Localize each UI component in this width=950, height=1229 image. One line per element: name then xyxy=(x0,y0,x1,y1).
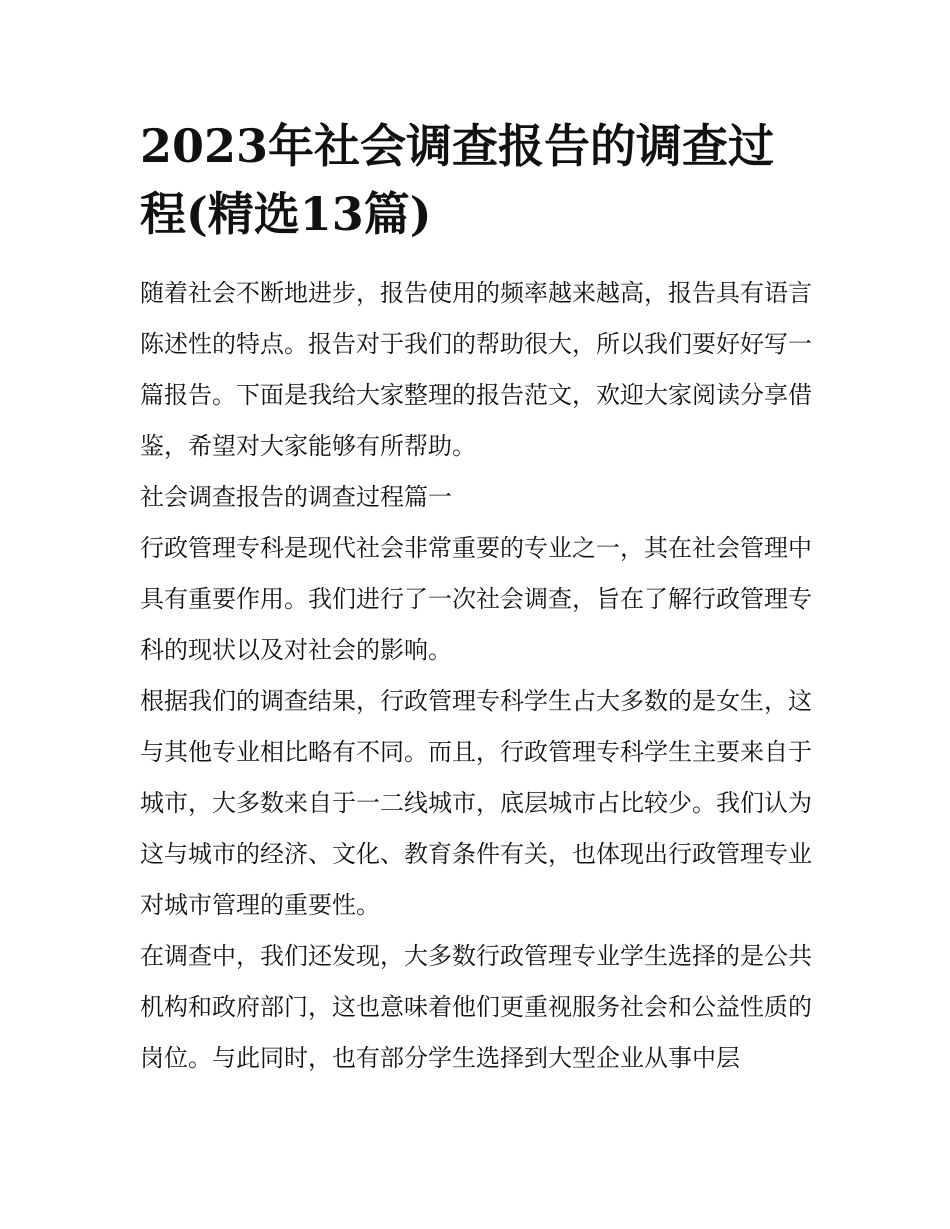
section-heading: 社会调查报告的调查过程篇一 xyxy=(140,483,452,511)
intro-paragraph: 随着社会不断地进步，报告使用的频率越来越高，报告具有语言陈述性的特点。报告对于我们的帮助很大，所以我们要好好写一篇报告。下面是我给大家整理的报告范文，欢迎大家阅读分享借鉴，希望对大家能够有所帮助。 xyxy=(140,279,812,460)
body-paragraph-1: 行政管理专科是现代社会非常重要的专业之一，其在社会管理中具有重要作用。我们进行了一次社会调查，旨在了解行政管理专科的现状以及对社会的影响。 xyxy=(140,534,812,664)
body-paragraph-2: 根据我们的调查结果，行政管理专科学生占大多数的是女生，这与其他专业相比略有不同。而且，行政管理专科学生主要来自于城市，大多数来自于一二线城市，底层城市占比较少。我们认为这与城市的经济、文化、教育条件有关，也体现出行政管理专业对城市管理的重要性。 xyxy=(140,687,812,919)
body-paragraph-3: 在调查中，我们还发现，大多数行政管理专业学生选择的是公共机构和政府部门，这也意味着他们更重视服务社会和公益性质的岗位。与此同时，也有部分学生选择到大型企业从事中层 xyxy=(140,942,812,1072)
document-title: 2023年社会调查报告的调查过程(精选13篇) xyxy=(140,119,775,241)
document-page xyxy=(140,112,812,1084)
